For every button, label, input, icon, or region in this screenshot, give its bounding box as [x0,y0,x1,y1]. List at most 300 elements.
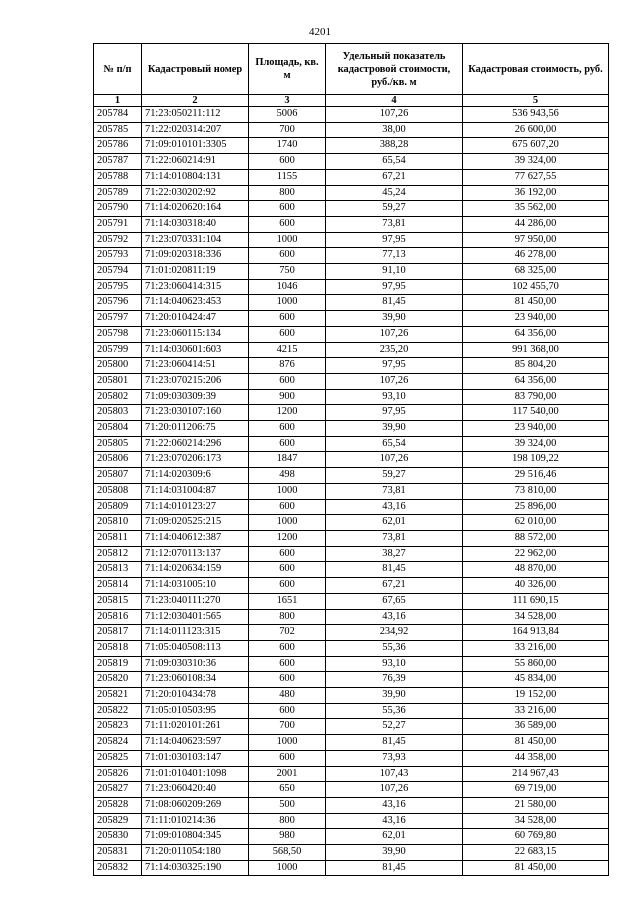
column-number: 3 [249,95,326,107]
table-row [94,797,609,813]
area-cell: 1200 [249,405,326,421]
cadastral-number-cell: 71:14:020309:6 [142,468,249,484]
cadastral-value-cell: 536 943,56 [463,107,609,123]
area-cell: 480 [249,688,326,704]
specific-value-cell: 73,93 [326,750,463,766]
cadastral-value-cell: 88 572,00 [463,530,609,546]
cadastral-number-cell: 71:23:070206:173 [142,452,249,468]
column-number: 5 [463,95,609,107]
cadastral-number-cell: 71:14:020620:164 [142,201,249,217]
specific-value-cell: 65,54 [326,154,463,170]
header-specific-value: Удельный показатель кадастровой стоимости, руб./кв. м [326,44,463,95]
specific-value-cell: 39,90 [326,421,463,437]
specific-value-cell: 97,95 [326,405,463,421]
cadastral-number-cell: 71:09:010804:345 [142,829,249,845]
area-cell: 600 [249,546,326,562]
row-number-cell: 205801 [94,373,142,389]
area-cell: 650 [249,782,326,798]
row-number-cell: 205819 [94,656,142,672]
table-row [94,625,609,641]
specific-value-cell: 107,26 [326,373,463,389]
cadastral-number-cell: 71:20:011206:75 [142,421,249,437]
cadastral-value-cell: 55 860,00 [463,656,609,672]
cadastral-number-cell: 71:05:040508:113 [142,640,249,656]
table-row [94,201,609,217]
cadastral-number-cell: 71:09:020318:336 [142,248,249,264]
table-row [94,719,609,735]
table-row [94,107,609,123]
area-cell: 4215 [249,342,326,358]
area-cell: 600 [249,421,326,437]
row-number-cell: 205785 [94,122,142,138]
cadastral-number-cell: 71:14:040623:453 [142,295,249,311]
area-cell: 750 [249,264,326,280]
row-number-cell: 205790 [94,201,142,217]
area-cell: 1000 [249,860,326,876]
row-number-cell: 205800 [94,358,142,374]
specific-value-cell: 235,20 [326,342,463,358]
area-cell: 800 [249,609,326,625]
cadastral-number-cell: 71:14:011123:315 [142,625,249,641]
table-row [94,578,609,594]
cadastral-value-cell: 73 810,00 [463,483,609,499]
table-row [94,593,609,609]
cadastral-value-table [93,43,609,876]
cadastral-value-cell: 675 607,20 [463,138,609,154]
specific-value-cell: 55,36 [326,703,463,719]
cadastral-number-cell: 71:11:010214:36 [142,813,249,829]
row-number-cell: 205823 [94,719,142,735]
row-number-cell: 205809 [94,499,142,515]
table-row [94,452,609,468]
row-number-cell: 205794 [94,264,142,280]
table-row [94,279,609,295]
table-row [94,735,609,751]
cadastral-number-cell: 71:23:060108:34 [142,672,249,688]
area-cell: 700 [249,719,326,735]
specific-value-cell: 59,27 [326,201,463,217]
specific-value-cell: 97,95 [326,232,463,248]
cadastral-number-cell: 71:08:060209:269 [142,797,249,813]
specific-value-cell: 93,10 [326,656,463,672]
cadastral-value-cell: 117 540,00 [463,405,609,421]
row-number-cell: 205808 [94,483,142,499]
area-cell: 1000 [249,515,326,531]
cadastral-number-cell: 71:22:020314:207 [142,122,249,138]
specific-value-cell: 93,10 [326,389,463,405]
row-number-cell: 205798 [94,326,142,342]
area-cell: 1200 [249,530,326,546]
row-number-cell: 205828 [94,797,142,813]
table-row [94,264,609,280]
cadastral-value-cell: 34 528,00 [463,609,609,625]
cadastral-value-cell: 991 368,00 [463,342,609,358]
row-number-cell: 205803 [94,405,142,421]
area-cell: 702 [249,625,326,641]
cadastral-number-cell: 71:09:030310:36 [142,656,249,672]
area-cell: 1155 [249,169,326,185]
cadastral-value-cell: 39 324,00 [463,436,609,452]
cadastral-number-cell: 71:14:010804:131 [142,169,249,185]
table-body [94,107,609,876]
cadastral-value-cell: 44 286,00 [463,216,609,232]
area-cell: 498 [249,468,326,484]
cadastral-number-cell: 71:12:070113:137 [142,546,249,562]
area-cell: 800 [249,813,326,829]
specific-value-cell: 107,26 [326,782,463,798]
cadastral-value-cell: 83 790,00 [463,389,609,405]
table-row [94,609,609,625]
row-number-cell: 205816 [94,609,142,625]
column-number: 1 [94,95,142,107]
specific-value-cell: 43,16 [326,499,463,515]
table-row [94,530,609,546]
header-cadastral-number: Кадастровый номер [142,44,249,95]
row-number-cell: 205789 [94,185,142,201]
area-cell: 1000 [249,295,326,311]
cadastral-value-cell: 46 278,00 [463,248,609,264]
row-number-cell: 205822 [94,703,142,719]
table-row [94,389,609,405]
area-cell: 600 [249,672,326,688]
table-row [94,766,609,782]
cadastral-number-cell: 71:01:010401:1098 [142,766,249,782]
area-cell: 5006 [249,107,326,123]
cadastral-number-cell: 71:12:030401:565 [142,609,249,625]
area-cell: 600 [249,703,326,719]
row-number-cell: 205791 [94,216,142,232]
table-row [94,342,609,358]
area-cell: 600 [249,248,326,264]
specific-value-cell: 62,01 [326,829,463,845]
row-number-cell: 205817 [94,625,142,641]
area-cell: 600 [249,216,326,232]
specific-value-cell: 43,16 [326,609,463,625]
specific-value-cell: 97,95 [326,279,463,295]
row-number-cell: 205827 [94,782,142,798]
row-number-cell: 205832 [94,860,142,876]
cadastral-value-cell: 35 562,00 [463,201,609,217]
cadastral-number-cell: 71:11:020101:261 [142,719,249,735]
row-number-cell: 205802 [94,389,142,405]
cadastral-number-cell: 71:23:060414:51 [142,358,249,374]
area-cell: 600 [249,201,326,217]
area-cell: 600 [249,640,326,656]
specific-value-cell: 67,21 [326,169,463,185]
specific-value-cell: 62,01 [326,515,463,531]
area-cell: 2001 [249,766,326,782]
table-row [94,373,609,389]
column-number-row [94,95,609,107]
cadastral-number-cell: 71:14:031005:10 [142,578,249,594]
row-number-cell: 205825 [94,750,142,766]
specific-value-cell: 107,26 [326,326,463,342]
cadastral-value-cell: 77 627,55 [463,169,609,185]
cadastral-value-cell: 36 589,00 [463,719,609,735]
specific-value-cell: 73,81 [326,530,463,546]
area-cell: 600 [249,562,326,578]
row-number-cell: 205787 [94,154,142,170]
cadastral-value-cell: 97 950,00 [463,232,609,248]
area-cell: 1000 [249,232,326,248]
row-number-cell: 205792 [94,232,142,248]
specific-value-cell: 39,90 [326,688,463,704]
row-number-cell: 205821 [94,688,142,704]
area-cell: 600 [249,578,326,594]
cadastral-number-cell: 71:23:030107:160 [142,405,249,421]
cadastral-value-cell: 44 358,00 [463,750,609,766]
area-cell: 600 [249,750,326,766]
cadastral-number-cell: 71:22:060214:91 [142,154,249,170]
table-row [94,845,609,861]
cadastral-number-cell: 71:23:060420:40 [142,782,249,798]
cadastral-number-cell: 71:14:030325:190 [142,860,249,876]
specific-value-cell: 39,90 [326,311,463,327]
specific-value-cell: 45,24 [326,185,463,201]
row-number-cell: 205814 [94,578,142,594]
row-number-cell: 205807 [94,468,142,484]
table-row [94,295,609,311]
cadastral-number-cell: 71:23:070331:104 [142,232,249,248]
cadastral-value-cell: 23 940,00 [463,421,609,437]
cadastral-value-cell: 62 010,00 [463,515,609,531]
area-cell: 600 [249,311,326,327]
specific-value-cell: 52,27 [326,719,463,735]
table-row [94,468,609,484]
specific-value-cell: 107,43 [326,766,463,782]
cadastral-value-cell: 33 216,00 [463,703,609,719]
row-number-cell: 205797 [94,311,142,327]
area-cell: 1000 [249,483,326,499]
row-number-cell: 205795 [94,279,142,295]
table-row [94,829,609,845]
area-cell: 1000 [249,735,326,751]
cadastral-number-cell: 71:22:060214:296 [142,436,249,452]
specific-value-cell: 67,65 [326,593,463,609]
cadastral-number-cell: 71:20:011054:180 [142,845,249,861]
cadastral-number-cell: 71:23:050211:112 [142,107,249,123]
header-cadastral-value: Кадастровая стоимость, руб. [463,44,609,95]
row-number-cell: 205820 [94,672,142,688]
cadastral-value-cell: 22 962,00 [463,546,609,562]
cadastral-value-cell: 22 683,15 [463,845,609,861]
row-number-cell: 205812 [94,546,142,562]
cadastral-value-cell: 23 940,00 [463,311,609,327]
row-number-cell: 205796 [94,295,142,311]
area-cell: 500 [249,797,326,813]
cadastral-value-cell: 111 690,15 [463,593,609,609]
specific-value-cell: 81,45 [326,295,463,311]
area-cell: 1046 [249,279,326,295]
table-row [94,562,609,578]
area-cell: 568,50 [249,845,326,861]
table-row [94,436,609,452]
specific-value-cell: 107,26 [326,107,463,123]
specific-value-cell: 43,16 [326,797,463,813]
cadastral-value-cell: 39 324,00 [463,154,609,170]
table-row [94,672,609,688]
cadastral-value-cell: 19 152,00 [463,688,609,704]
cadastral-value-cell: 45 834,00 [463,672,609,688]
table-row [94,499,609,515]
table-row [94,656,609,672]
cadastral-value-cell: 64 356,00 [463,373,609,389]
table-header-row [94,44,609,95]
row-number-cell: 205818 [94,640,142,656]
row-number-cell: 205805 [94,436,142,452]
specific-value-cell: 107,26 [326,452,463,468]
cadastral-number-cell: 71:14:040623:597 [142,735,249,751]
table-row [94,122,609,138]
cadastral-number-cell: 71:14:031004:87 [142,483,249,499]
column-number: 4 [326,95,463,107]
table-row [94,515,609,531]
area-cell: 980 [249,829,326,845]
cadastral-value-cell: 33 216,00 [463,640,609,656]
table-row [94,154,609,170]
cadastral-value-cell: 21 580,00 [463,797,609,813]
specific-value-cell: 43,16 [326,813,463,829]
cadastral-number-cell: 71:14:030318:40 [142,216,249,232]
specific-value-cell: 77,13 [326,248,463,264]
area-cell: 600 [249,373,326,389]
cadastral-value-cell: 81 450,00 [463,860,609,876]
area-cell: 876 [249,358,326,374]
specific-value-cell: 59,27 [326,468,463,484]
cadastral-number-cell: 71:14:030601:603 [142,342,249,358]
specific-value-cell: 91,10 [326,264,463,280]
cadastral-value-cell: 29 516,46 [463,468,609,484]
cadastral-value-cell: 60 769,80 [463,829,609,845]
cadastral-number-cell: 71:23:060414:315 [142,279,249,295]
row-number-cell: 205829 [94,813,142,829]
cadastral-number-cell: 71:23:040111:270 [142,593,249,609]
cadastral-number-cell: 71:09:020525:215 [142,515,249,531]
cadastral-number-cell: 71:20:010434:78 [142,688,249,704]
cadastral-number-cell: 71:20:010424:47 [142,311,249,327]
cadastral-number-cell: 71:01:030103:147 [142,750,249,766]
row-number-cell: 205815 [94,593,142,609]
area-cell: 600 [249,326,326,342]
table-row [94,546,609,562]
table-row [94,483,609,499]
row-number-cell: 205830 [94,829,142,845]
cadastral-value-cell: 81 450,00 [463,735,609,751]
cadastral-number-cell: 71:14:020634:159 [142,562,249,578]
table-row [94,138,609,154]
row-number-cell: 205804 [94,421,142,437]
header-area: Площадь, кв. м [249,44,326,95]
table-row [94,185,609,201]
cadastral-value-cell: 81 450,00 [463,295,609,311]
specific-value-cell: 67,21 [326,578,463,594]
cadastral-number-cell: 71:14:040612:387 [142,530,249,546]
cadastral-number-cell: 71:14:010123:27 [142,499,249,515]
cadastral-value-cell: 164 913,84 [463,625,609,641]
table-row [94,232,609,248]
cadastral-number-cell: 71:22:030202:92 [142,185,249,201]
specific-value-cell: 65,54 [326,436,463,452]
area-cell: 600 [249,499,326,515]
table-row [94,311,609,327]
row-number-cell: 205806 [94,452,142,468]
cadastral-number-cell: 71:09:030309:39 [142,389,249,405]
cadastral-number-cell: 71:01:020811:19 [142,264,249,280]
row-number-cell: 205786 [94,138,142,154]
cadastral-value-cell: 36 192,00 [463,185,609,201]
table-row [94,358,609,374]
cadastral-number-cell: 71:05:010503:95 [142,703,249,719]
table-row [94,860,609,876]
specific-value-cell: 38,00 [326,122,463,138]
specific-value-cell: 76,39 [326,672,463,688]
cadastral-number-cell: 71:23:060115:134 [142,326,249,342]
area-cell: 600 [249,656,326,672]
specific-value-cell: 73,81 [326,483,463,499]
cadastral-value-cell: 102 455,70 [463,279,609,295]
cadastral-value-cell: 26 600,00 [463,122,609,138]
table-row [94,326,609,342]
specific-value-cell: 81,45 [326,735,463,751]
area-cell: 800 [249,185,326,201]
area-cell: 1651 [249,593,326,609]
cadastral-number-cell: 71:23:070215:206 [142,373,249,389]
table-row [94,750,609,766]
specific-value-cell: 234,92 [326,625,463,641]
specific-value-cell: 81,45 [326,562,463,578]
header-row-number: № п/п [94,44,142,95]
row-number-cell: 205824 [94,735,142,751]
row-number-cell: 205811 [94,530,142,546]
specific-value-cell: 38,27 [326,546,463,562]
area-cell: 700 [249,122,326,138]
table-row [94,782,609,798]
specific-value-cell: 97,95 [326,358,463,374]
table-row [94,248,609,264]
row-number-cell: 205831 [94,845,142,861]
specific-value-cell: 55,36 [326,640,463,656]
cadastral-number-cell: 71:09:010101:3305 [142,138,249,154]
row-number-cell: 205813 [94,562,142,578]
area-cell: 1740 [249,138,326,154]
cadastral-value-cell: 34 528,00 [463,813,609,829]
column-number: 2 [142,95,249,107]
area-cell: 600 [249,154,326,170]
specific-value-cell: 81,45 [326,860,463,876]
table-row [94,216,609,232]
row-number-cell: 205788 [94,169,142,185]
cadastral-value-cell: 69 719,00 [463,782,609,798]
table-row [94,703,609,719]
area-cell: 600 [249,436,326,452]
row-number-cell: 205810 [94,515,142,531]
row-number-cell: 205793 [94,248,142,264]
page-number: 4201 [309,26,331,38]
table-row [94,640,609,656]
specific-value-cell: 73,81 [326,216,463,232]
cadastral-value-cell: 214 967,43 [463,766,609,782]
cadastral-value-cell: 85 804,20 [463,358,609,374]
cadastral-value-cell: 68 325,00 [463,264,609,280]
area-cell: 1847 [249,452,326,468]
cadastral-value-cell: 198 109,22 [463,452,609,468]
table-row [94,813,609,829]
cadastral-value-cell: 64 356,00 [463,326,609,342]
row-number-cell: 205799 [94,342,142,358]
area-cell: 900 [249,389,326,405]
cadastral-value-cell: 48 870,00 [463,562,609,578]
specific-value-cell: 39,90 [326,845,463,861]
